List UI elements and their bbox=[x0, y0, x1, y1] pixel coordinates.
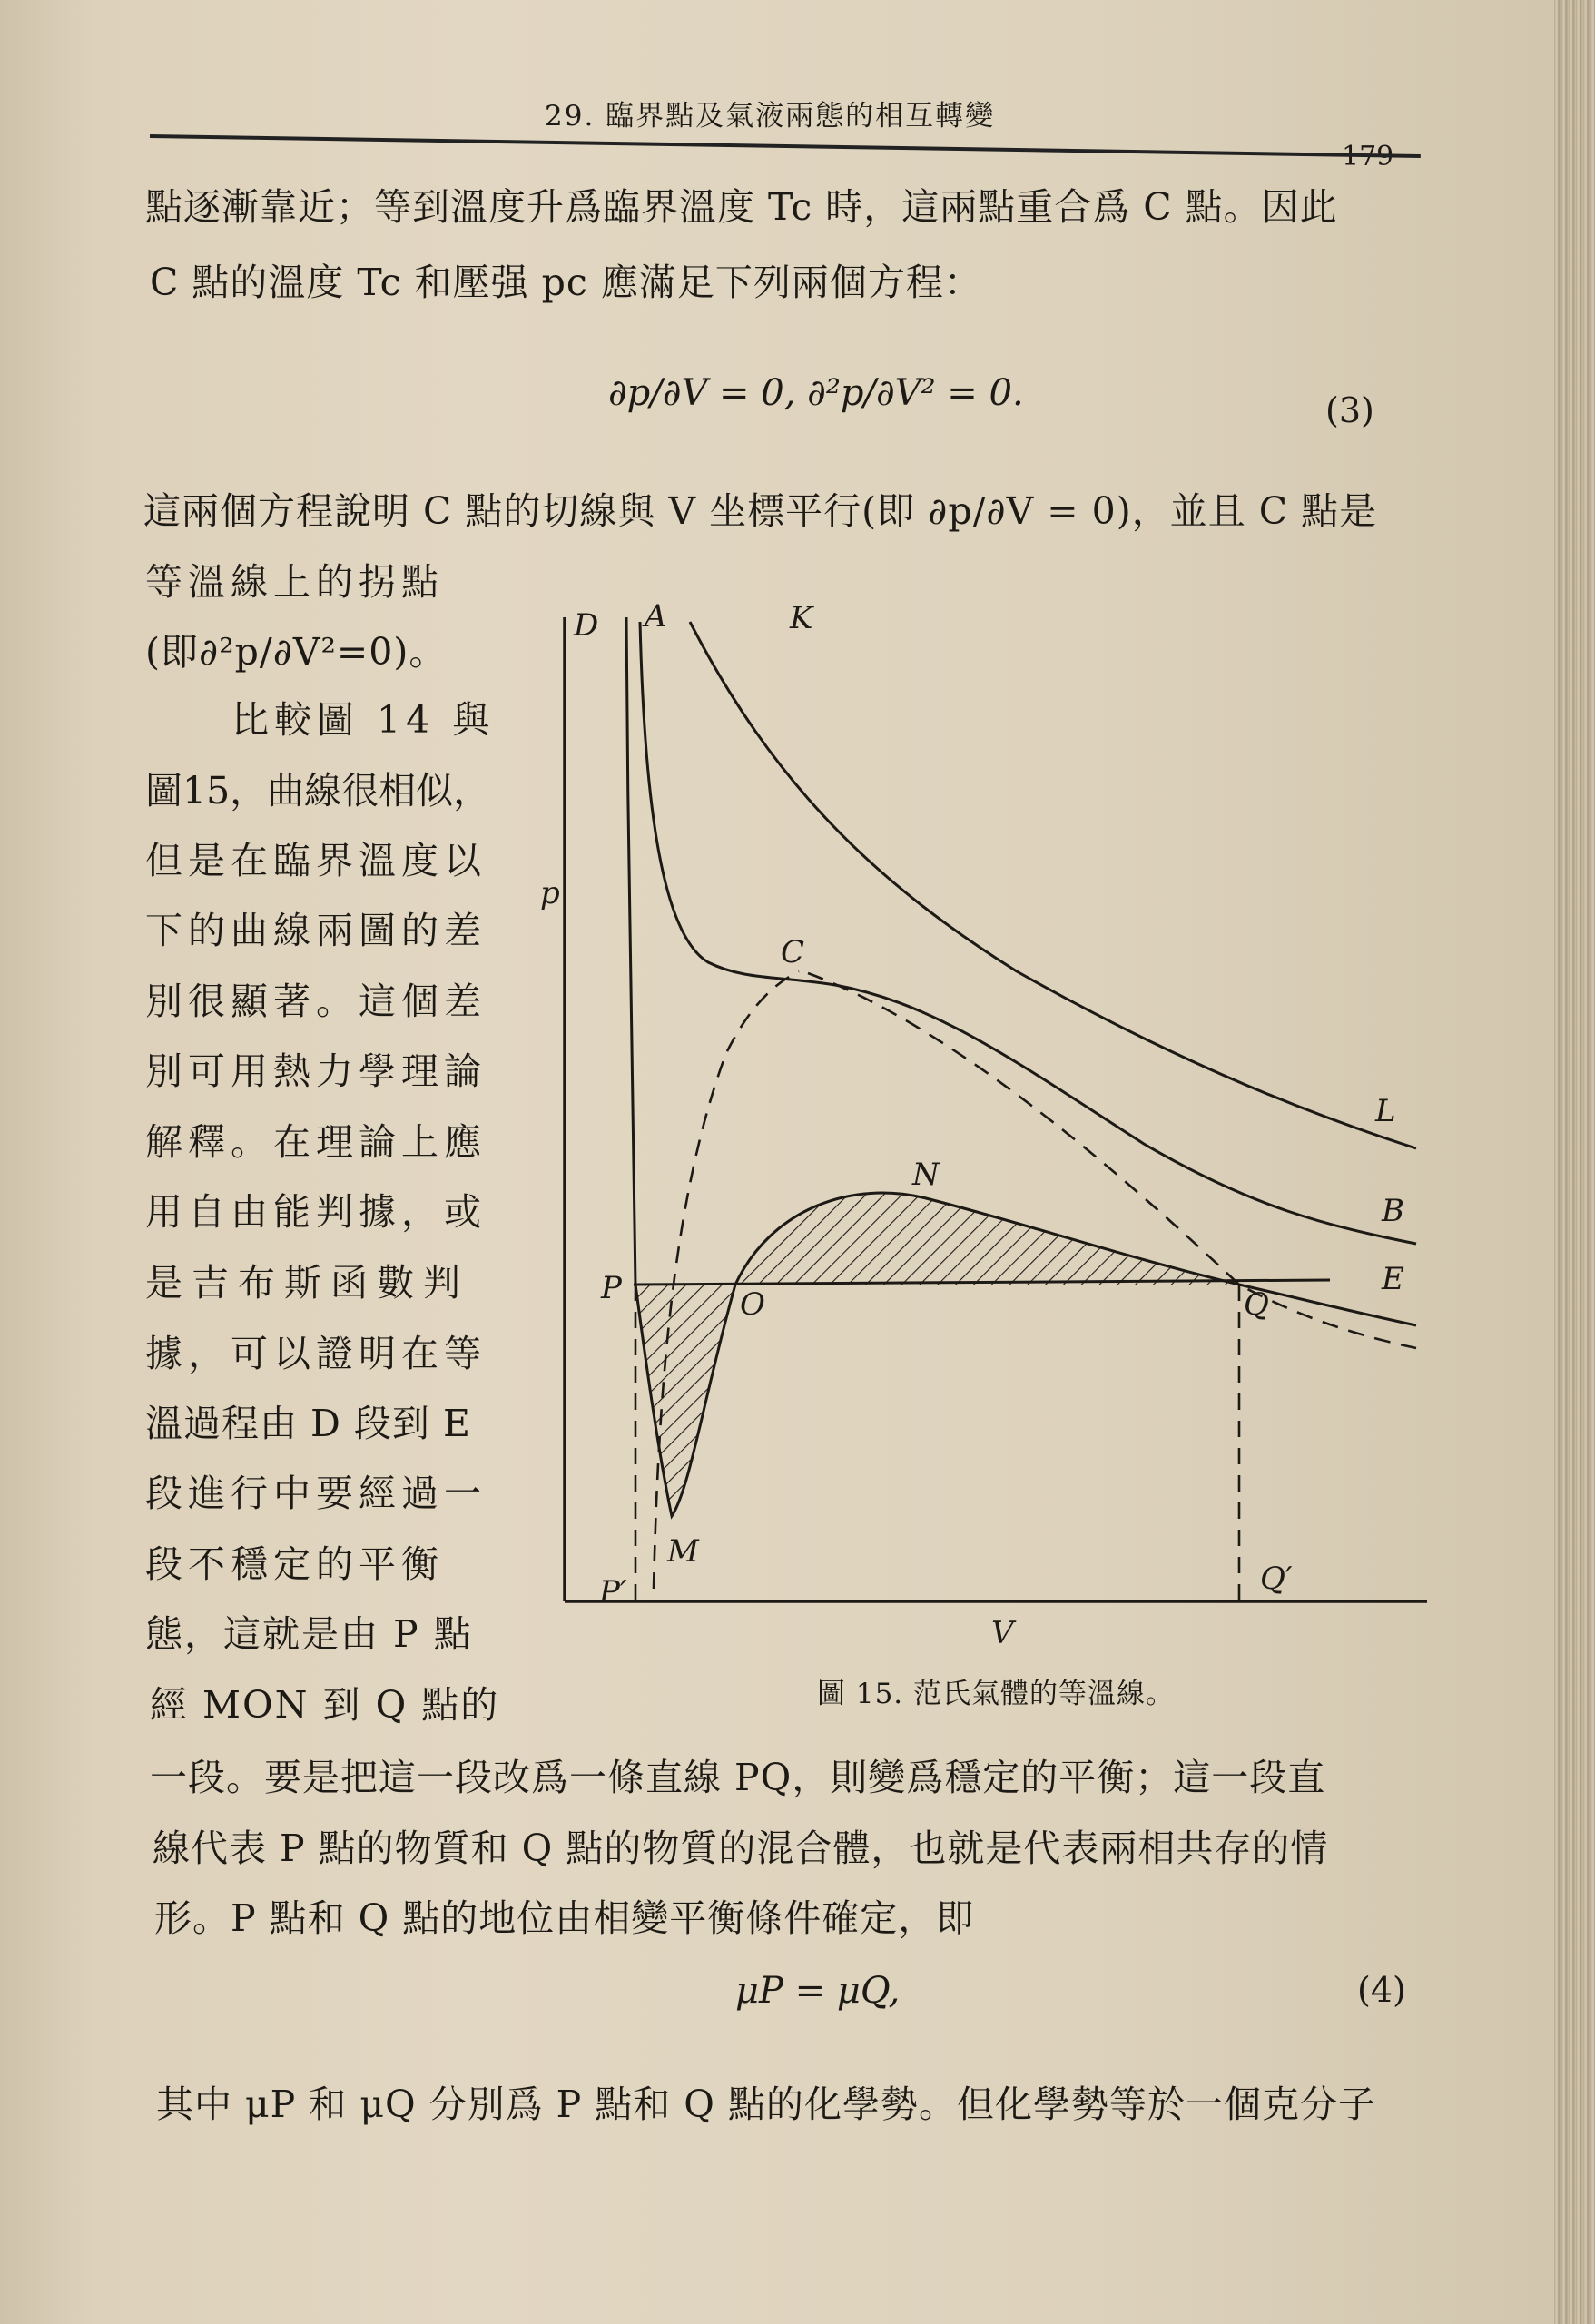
text-line: 等溫線上的拐點 bbox=[145, 560, 444, 604]
text-line: 但是在臨界溫度以 bbox=[145, 839, 487, 882]
text-line: 別可用熱力學理論 bbox=[145, 1049, 487, 1093]
text-line: 溫過程由 D 段到 E bbox=[145, 1402, 471, 1445]
label-Q-prime: Q′ bbox=[1260, 1561, 1293, 1597]
text-line: 態，這就是由 P 點 bbox=[145, 1612, 473, 1656]
text-line: 形。P 點和 Q 點的地位由相變平衡條件確定，即 bbox=[154, 1896, 975, 1940]
text-line: 一段。要是把這一段改爲一條直線 PQ，則變爲穩定的平衡；這一段直 bbox=[150, 1756, 1326, 1799]
figure-caption: 圖 15. 范氏氣體的等溫線。 bbox=[817, 1678, 1176, 1710]
isotherm-A-C-B bbox=[640, 622, 1416, 1244]
text-line: 下的曲線兩圖的差 bbox=[145, 909, 487, 952]
label-A: A bbox=[645, 598, 667, 635]
text-line: 段進行中要經過一 bbox=[145, 1472, 487, 1515]
equation-4-number: (4) bbox=[1357, 1970, 1406, 2010]
label-O: O bbox=[740, 1286, 765, 1323]
text-line: 這兩個方程說明 C 點的切線與 V 坐標平行(即 ∂p/∂V = 0)，並且 C 點是 bbox=[143, 489, 1378, 533]
dashed-boundary-right bbox=[808, 973, 1416, 1348]
label-K: K bbox=[790, 600, 813, 636]
page-edge bbox=[1554, 0, 1595, 2324]
label-N: N bbox=[912, 1157, 940, 1193]
isotherm-K-L bbox=[690, 622, 1416, 1148]
label-D: D bbox=[574, 607, 599, 644]
isotherm-D-segment bbox=[626, 617, 635, 1285]
header-rule bbox=[150, 134, 1421, 158]
text-line: 是吉布斯函數判 bbox=[145, 1261, 469, 1305]
text-line: 別很顯著。這個差 bbox=[145, 980, 487, 1023]
hatched-area-upper bbox=[735, 1193, 1239, 1285]
text-line: 圖15，曲線很相似， bbox=[145, 769, 491, 812]
label-P-prime: P′ bbox=[599, 1574, 627, 1610]
axis-label-p: p bbox=[540, 875, 560, 911]
figure-15-isotherms bbox=[508, 581, 1443, 1652]
axis-label-V: V bbox=[991, 1615, 1014, 1651]
text-line: 比較圖 14 與 bbox=[231, 698, 496, 742]
label-M: M bbox=[667, 1533, 699, 1570]
running-head: 29. 臨界點及氣液兩態的相互轉變 bbox=[545, 100, 996, 133]
label-C: C bbox=[781, 934, 805, 970]
text-line: 線代表 P 點的物質和 Q 點的物質的混合體，也就是代表兩相共存的情 bbox=[153, 1827, 1329, 1870]
text-line: 段不穩定的平衡 bbox=[145, 1542, 444, 1586]
text-line: 點逐漸靠近；等到溫度升爲臨界溫度 Tc 時，這兩點重合爲 C 點。因此 bbox=[145, 185, 1338, 229]
text-line: 經 MON 到 Q 點的 bbox=[150, 1683, 500, 1727]
label-L: L bbox=[1375, 1093, 1396, 1129]
text-line: 解釋。在理論上應 bbox=[145, 1120, 487, 1164]
text-line: (即∂²p/∂V²=0)。 bbox=[145, 630, 448, 674]
equation-3-number: (3) bbox=[1325, 390, 1374, 430]
text-line: 其中 μP 和 μQ 分別爲 P 點和 Q 點的化學勢。但化學勢等於一個克分子 bbox=[156, 2083, 1376, 2126]
label-B: B bbox=[1382, 1193, 1404, 1229]
text-line: C 點的溫度 Tc 和壓强 pc 應滿足下列兩個方程： bbox=[150, 261, 982, 304]
equation-4: μP = μQ, bbox=[735, 1970, 901, 2012]
label-Q: Q bbox=[1244, 1286, 1269, 1323]
label-P: P bbox=[601, 1270, 622, 1306]
page-number: 179 bbox=[1342, 141, 1394, 172]
text-line: 用自由能判據，或 bbox=[145, 1190, 487, 1234]
equation-3: ∂p/∂V = 0, ∂²p/∂V² = 0. bbox=[608, 372, 1024, 414]
label-E: E bbox=[1382, 1261, 1404, 1297]
text-line: 據，可以證明在等 bbox=[145, 1332, 487, 1375]
